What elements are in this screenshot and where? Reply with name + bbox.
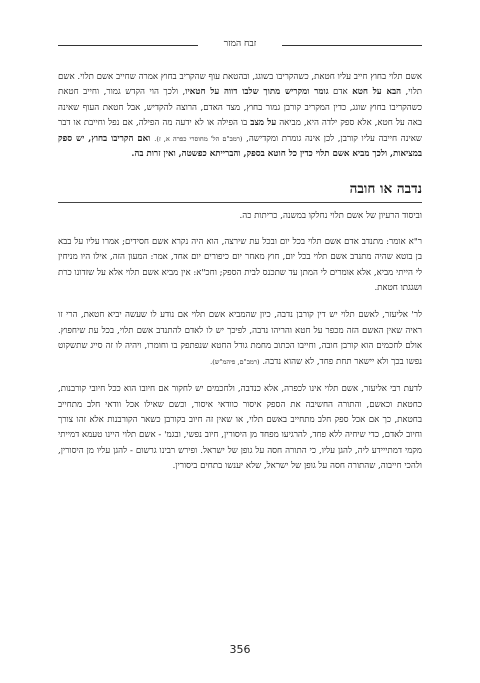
page-number: 356	[229, 643, 251, 656]
paragraph-gap	[58, 370, 422, 382]
paragraph-1	[58, 70, 422, 162]
p1-source-ref: (רמב"ם הל' מחוסרי כפרה א, ז).	[154, 134, 243, 143]
p1-text-3: , ולכך הוי הקדש גמור, וחייב חטאת כשהקריבו בחוץ שוגג, כדין המקריב קורבן גמור בחוץ, מצד האדם, הרוצה להקדיש, אבל חטאת העוף שאינה באה על חטא, אלא ספק ילדה היא, מביאה	[58, 87, 422, 129]
p1-bold-2: גומר ומקריש מתוך שלבו דווה על חטאיו	[185, 87, 329, 98]
running-header	[58, 36, 422, 56]
p1-bold-1: הבא על חטא	[352, 87, 402, 98]
p3-text-1: לר' אליעזר, לאשם תלוי יש דין קורבן נדבה, כיון שהמביא אשם תלוי אם נודע לו שעשה יביא חטאת, הרי זו ראיה שאין האשם הזה מכפר על חטא והריהו נדבה, לפיכך יש לו לאדם להתנדב אשם תלוי, בכל עת שיחפוץ. אולם לחכמים הוא קורבן חובה, וחייבו הכתוב מחמת גודל החטא שנפתפק בו וחומרו, ויהיה לו זה סייג שתשקוט נפשו בכך ולא יישאר תחת פחד, לא שהוא נדבה.	[58, 310, 422, 367]
p1-text-5: ואם הקריבו בחוץ, יש ספק במציאות, ולכך מביא אשם תלוי כדין כל חוטא בספק, והברייתא כפשטה, ואין זרות בה.	[58, 133, 422, 160]
paragraph-gap	[58, 296, 422, 308]
section-intro: וביסוד הרעיון של אשם תלוי נחלקו במשנה, כריתות כה.	[239, 211, 422, 222]
p1-text-2: אדם	[328, 87, 353, 98]
page-body	[58, 70, 422, 475]
p1-text-1: אשם תלוי בחוץ חייב עליו חטאת, כשהקריבו בשוגג, ובהטאת עוף שהקריב בחוץ אמרה שחייב אשם תלוי. אשם תלוי,	[58, 72, 423, 98]
p1-text-4: בו הפילה או לא ידעה מה הפילה, אם נפל וחייבת או דבר שאינה חייבה עליו קורבן, לכן אינה גומרת ומקדישה,	[58, 118, 423, 144]
section-heading-rule	[58, 202, 422, 203]
paragraph-4: לדעת רבי אליעזר, אשם תלוי אינו לכפרה, אלא כנדבה, ולחכמים יש לחקור אם חיובו הוא ככל חיובי קורבנות, כחטאת וכאשם, והתורה החשיבה את הספק איסור כוודאי איסור, וכשם שאילו אכל וודאי חלב מתחייב בחטאת, כך אם אכל ספק חלב מתחייב באשם תלוי, או שאין זה חיוב בקורבן כשאר הקורבנות אלא זהו צורך וחיוב לאדם, כדי שיחיה ללא פחד, להרגיעו מפחד מן היסורין, חיוב נפשי, ובגמ' - אשם תלוי היינו טעמא דמייתי מקמי דמתייידע ליה, להגן עליו, כי התורה חסה על גופן של ישראל. ופירש רבינו גרשום - להגן עליו מן היסורין, ולהכי חייבוה, שהתורה חסה על גופן של ישראל, שלא יענשו בתחים ביסורין.	[58, 384, 422, 472]
header-title: זבח המזר	[223, 39, 257, 49]
p1-bold-3: על מצב	[250, 118, 277, 129]
paragraph-2: ר"א אומר: מתנדב אדם אשם תלוי בכל יום ובכל עת שירצה, הוא היה נקרא אשם חסידים; אמרו עליו על בבא בן בוטא שהיה מתנדב אשם תלוי בכל יום, חוץ מאחר יום כיפורים יום אחד, אמר: המעון הזה, אילו היו מניחין לי הייתי מביא, אלא אומרים לי המתן עד שתכנס לבית הספק; וחכ"א: אין מביא אשם תלוי אלא על שזדונו כרת ושגגתו חטאת.	[58, 236, 422, 294]
section-heading: נדבה או חובה	[349, 181, 422, 198]
paragraph-3	[58, 308, 422, 370]
p3-source-ref: (רמב"ם, פיהמ"ש).	[210, 357, 260, 366]
header-rule-left	[58, 45, 198, 46]
